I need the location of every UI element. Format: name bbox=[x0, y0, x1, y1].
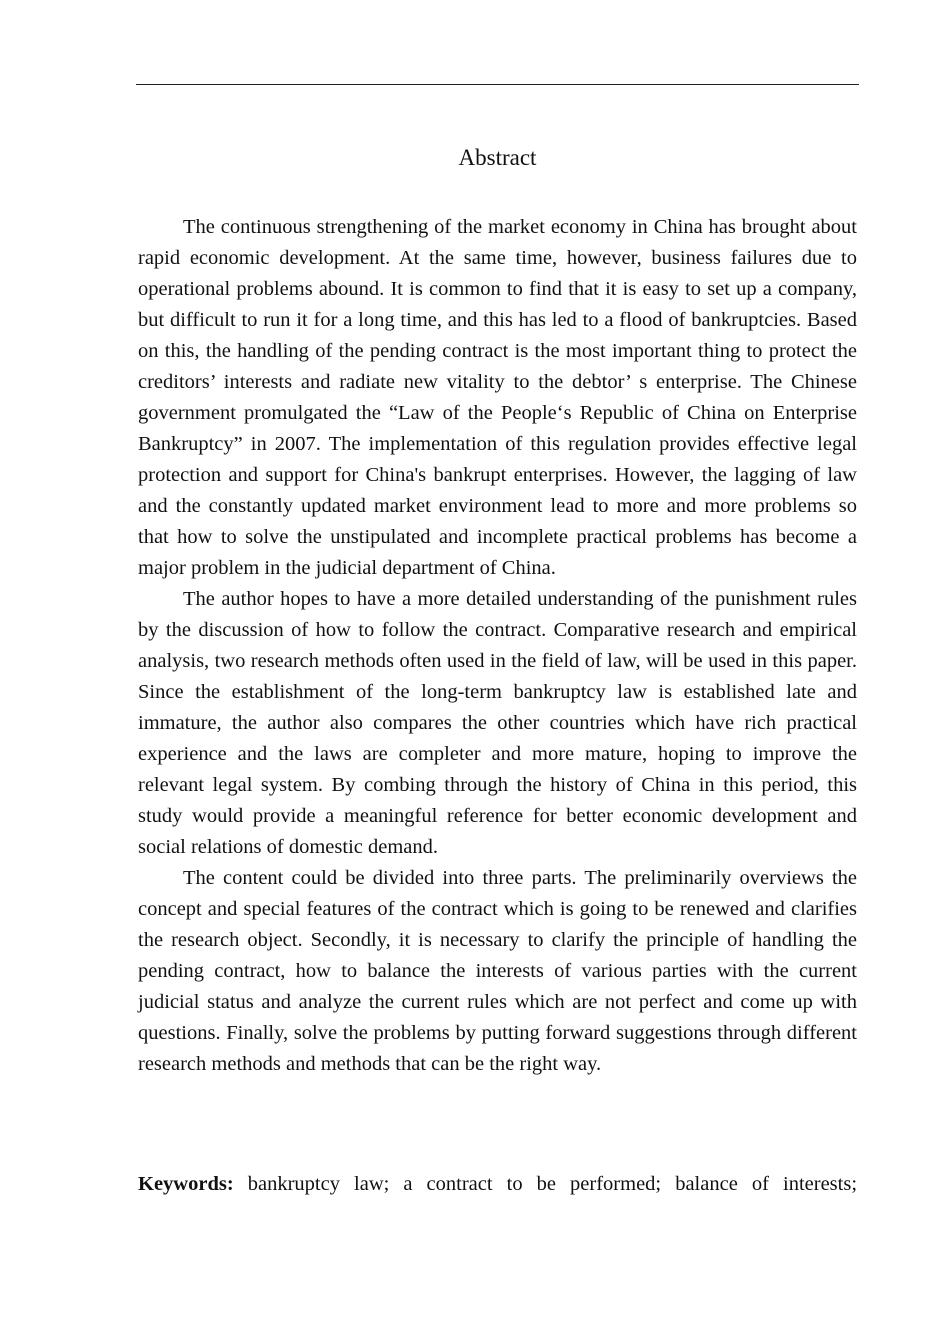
abstract-paragraph-1: The continuous strengthening of the market economy in China has brought about rapid economic development. At the same time, however, business failures due to operational problems abound. It is common to find that it is easy to set up a company, but difficult to run it for a long time, and this has led to a flood of bankruptcies. Based on this, the handling of the pending contract is the most important thing to protect the creditors’ interests and radiate new vitality to the debtor’ s enterprise. The Chinese government promulgated the “Law of the People‘s Republic of China on Enterprise Bankruptcy” in 2007. The implementation of this regulation provides effective legal protection and support for China's bankrupt enterprises. However, the lagging of law and the constantly updated market environment lead to more and more problems so that how to solve the unstipulated and incomplete practical problems has become a major problem in the judicial department of China. bbox=[138, 216, 857, 579]
abstract-paragraph-3: The content could be divided into three parts. The preliminarily overviews the concept and special features of the contract which is going to be renewed and clarifies the research object. Secondly, it is necessary to clarify the principle of handling the pending contract, how to balance the interests of various parties with the current judicial status and analyze the current rules which are not perfect and come up with questions. Finally, solve the problems by putting forward suggestions through different research methods and methods that can be the right way. bbox=[138, 867, 857, 1075]
page-title: Abstract bbox=[458, 145, 537, 170]
header-rule bbox=[136, 84, 859, 85]
abstract-paragraph-2: The author hopes to have a more detailed understanding of the punishment rules by the discussion of how to follow the contract. Comparative research and empirical analysis, two research methods often used in the field of law, will be used in this paper. Since the establishment of the long-term bankruptcy law is established late and immature, the author also compares the other countries which have rich practical experience and the laws are completer and more mature, hoping to improve the relevant legal system. By combing through the history of China in this period, this study would provide a meaningful reference for better economic development and social relations of domestic demand. bbox=[138, 588, 857, 858]
keywords-text: bankruptcy law; a contract to be performed; balance of interests; bbox=[247, 1173, 858, 1195]
keywords-label: Keywords: bbox=[138, 1173, 234, 1195]
abstract-body bbox=[138, 212, 857, 1080]
keywords-line bbox=[138, 1169, 857, 1200]
